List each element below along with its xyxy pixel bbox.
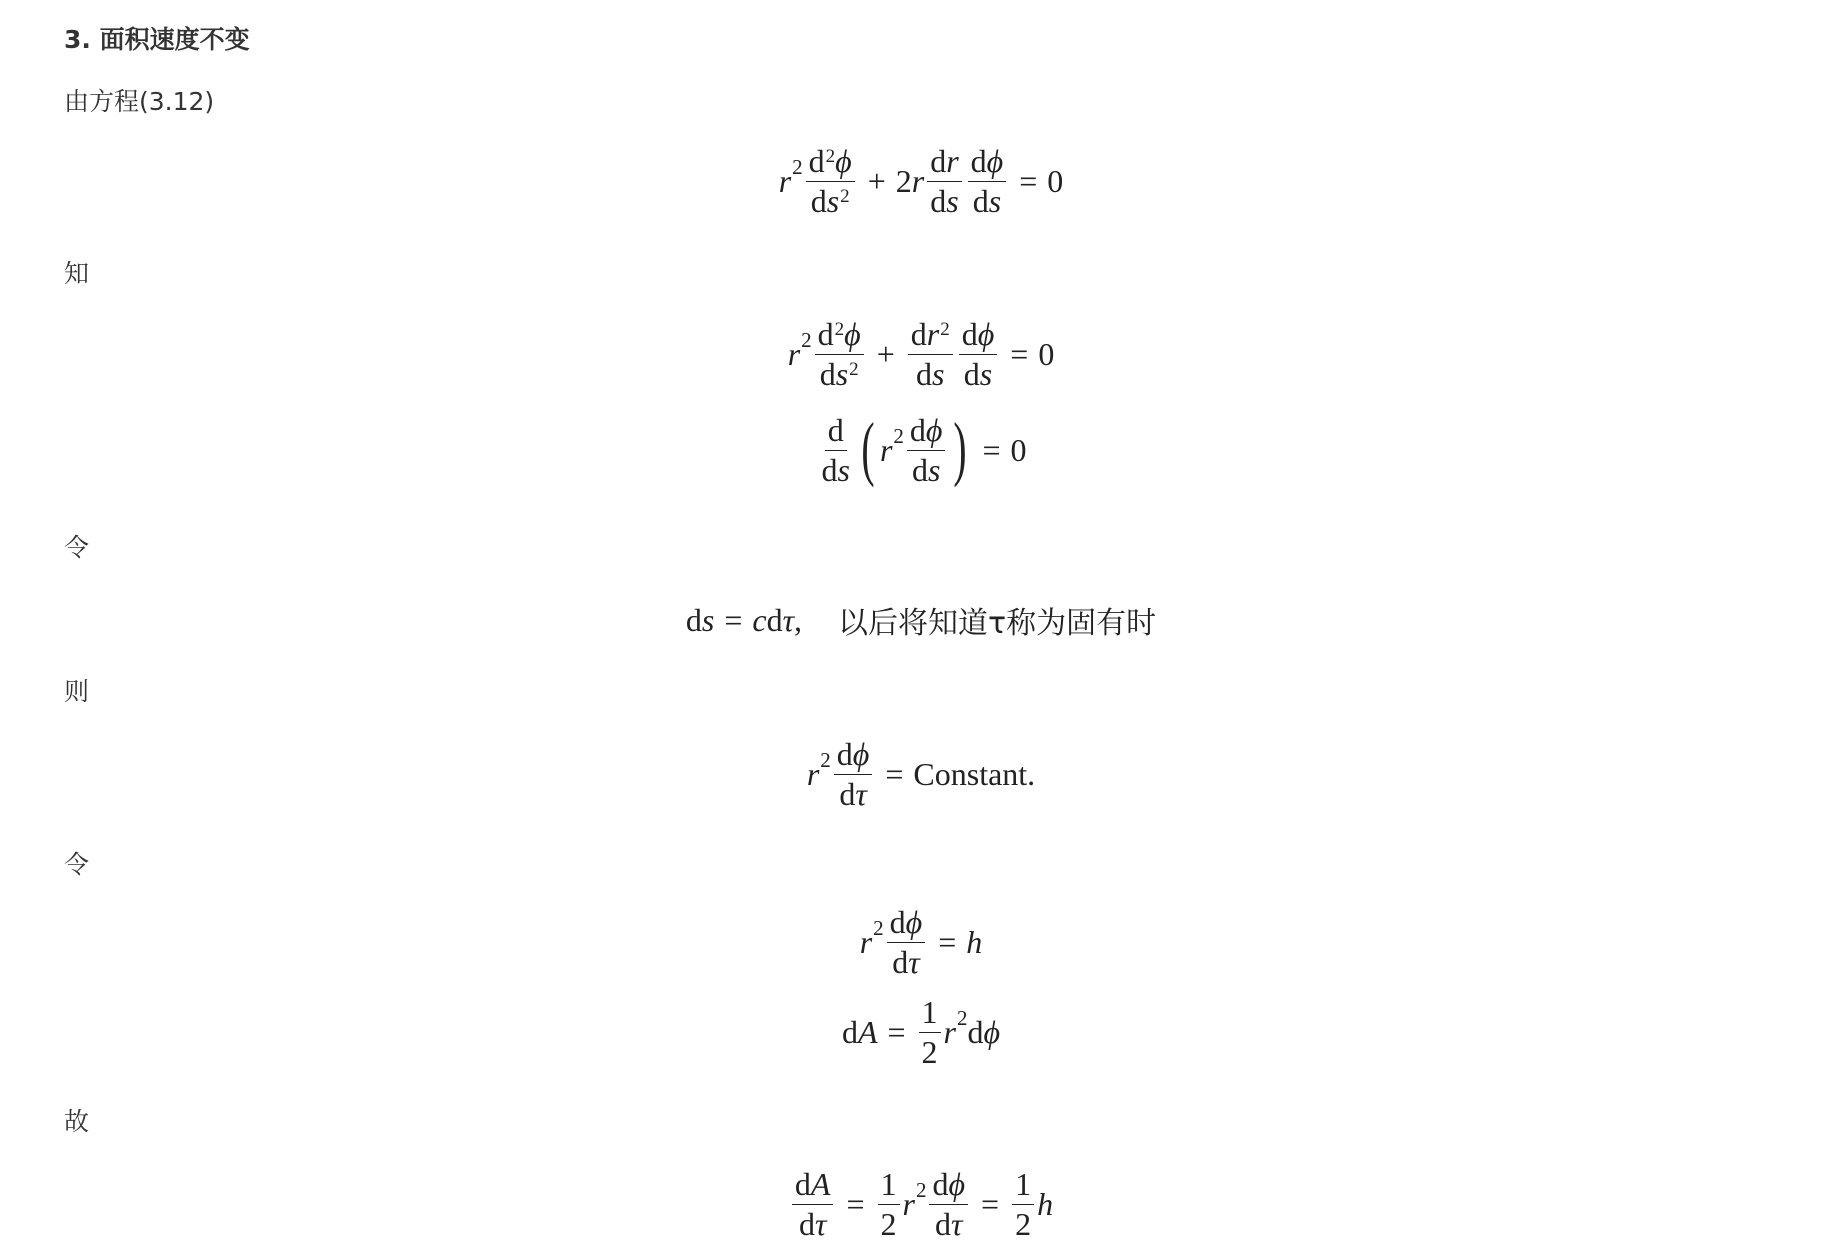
equation-6: r 2 $\frac{d\phi}{d\tau}$ = h: [859, 904, 983, 980]
paragraph-therefore: 故: [64, 1107, 90, 1136]
constant-word: Constant.: [913, 756, 1036, 793]
equation-2: r 2 $\frac{d^2\phi}{ds^2}$ + $\frac{dr^2}{ds}$ $\frac{d\phi}{ds}$ = 0: [787, 316, 1055, 392]
paragraph-then: 则: [64, 677, 90, 706]
proper-time-note: 以后将知道τ称为固有时: [838, 606, 1157, 641]
paragraph-let-2: 令: [64, 850, 90, 879]
equation-7: d A = $\frac{1}{2}$ r 2 d ϕ: [841, 994, 1001, 1070]
paragraph-let-1: 令: [64, 533, 90, 562]
equation-5: r 2 $\frac{d\phi}{d\tau}$ = Constant.: [806, 736, 1036, 812]
equation-8: $\frac{dA}{d\tau}$ = $\frac{1}{2}$ r 2 $\frac{d\phi}{d\tau}$ = $\frac{1}{2}$ h: [0, 1166, 1842, 1241]
equation-3: $\frac{d}{ds}$ ( r 2 $\frac{d\phi}{ds}$ ) = 0: [821, 407, 1027, 488]
section-title: 3. 面积速度不变: [64, 25, 250, 54]
paragraph-intro: 由方程(3.12): [64, 87, 215, 116]
equation-4: d s = c d τ , 以后将知道τ称为固有时: [0, 598, 1842, 642]
equation-1: r 2 $\frac{d^2\phi}{ds^2}$ + 2 r $\frac{dr}{ds}$ $\frac{d\phi}{ds}$ = 0: [778, 143, 1064, 219]
paragraph-know: 知: [64, 259, 90, 288]
